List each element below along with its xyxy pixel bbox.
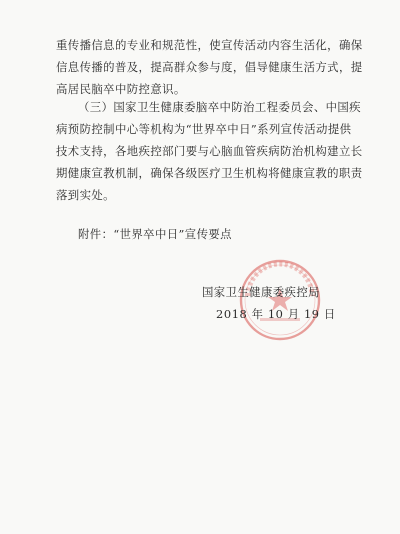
body-paragraph-1	[56, 34, 363, 100]
signature-date: 2018 年 10 月 19 日	[216, 307, 336, 321]
official-seal-stamp	[238, 258, 322, 342]
body-paragraph-2	[56, 96, 363, 206]
text-line: （三）国家卫生健康委脑卒中防治工程委员会、中国疾	[78, 100, 361, 114]
text-line: 信息传播的普及，提高群众参与度，倡导健康生活方式，提	[56, 60, 363, 74]
attachment-line: 附件：“世界卒中日”宣传要点	[78, 227, 232, 241]
text-line: 落到实处。	[56, 188, 115, 202]
text-line: 高居民脑卒中防控意识。	[56, 82, 186, 96]
text-line: 技术支持，各地疾控部门要与心脑血管疾病防治机构建立长	[56, 144, 363, 158]
signature-organization: 国家卫生健康委疾控局	[202, 285, 320, 299]
text-line: 病预防控制中心等机构为“世界卒中日”系列宣传活动提供	[56, 122, 352, 136]
text-line: 期健康宣教机制，确保各级医疗卫生机构将健康宣教的职责	[56, 166, 363, 180]
text-line: 重传播信息的专业和规范性，使宣传活动内容生活化，确保	[56, 38, 363, 52]
